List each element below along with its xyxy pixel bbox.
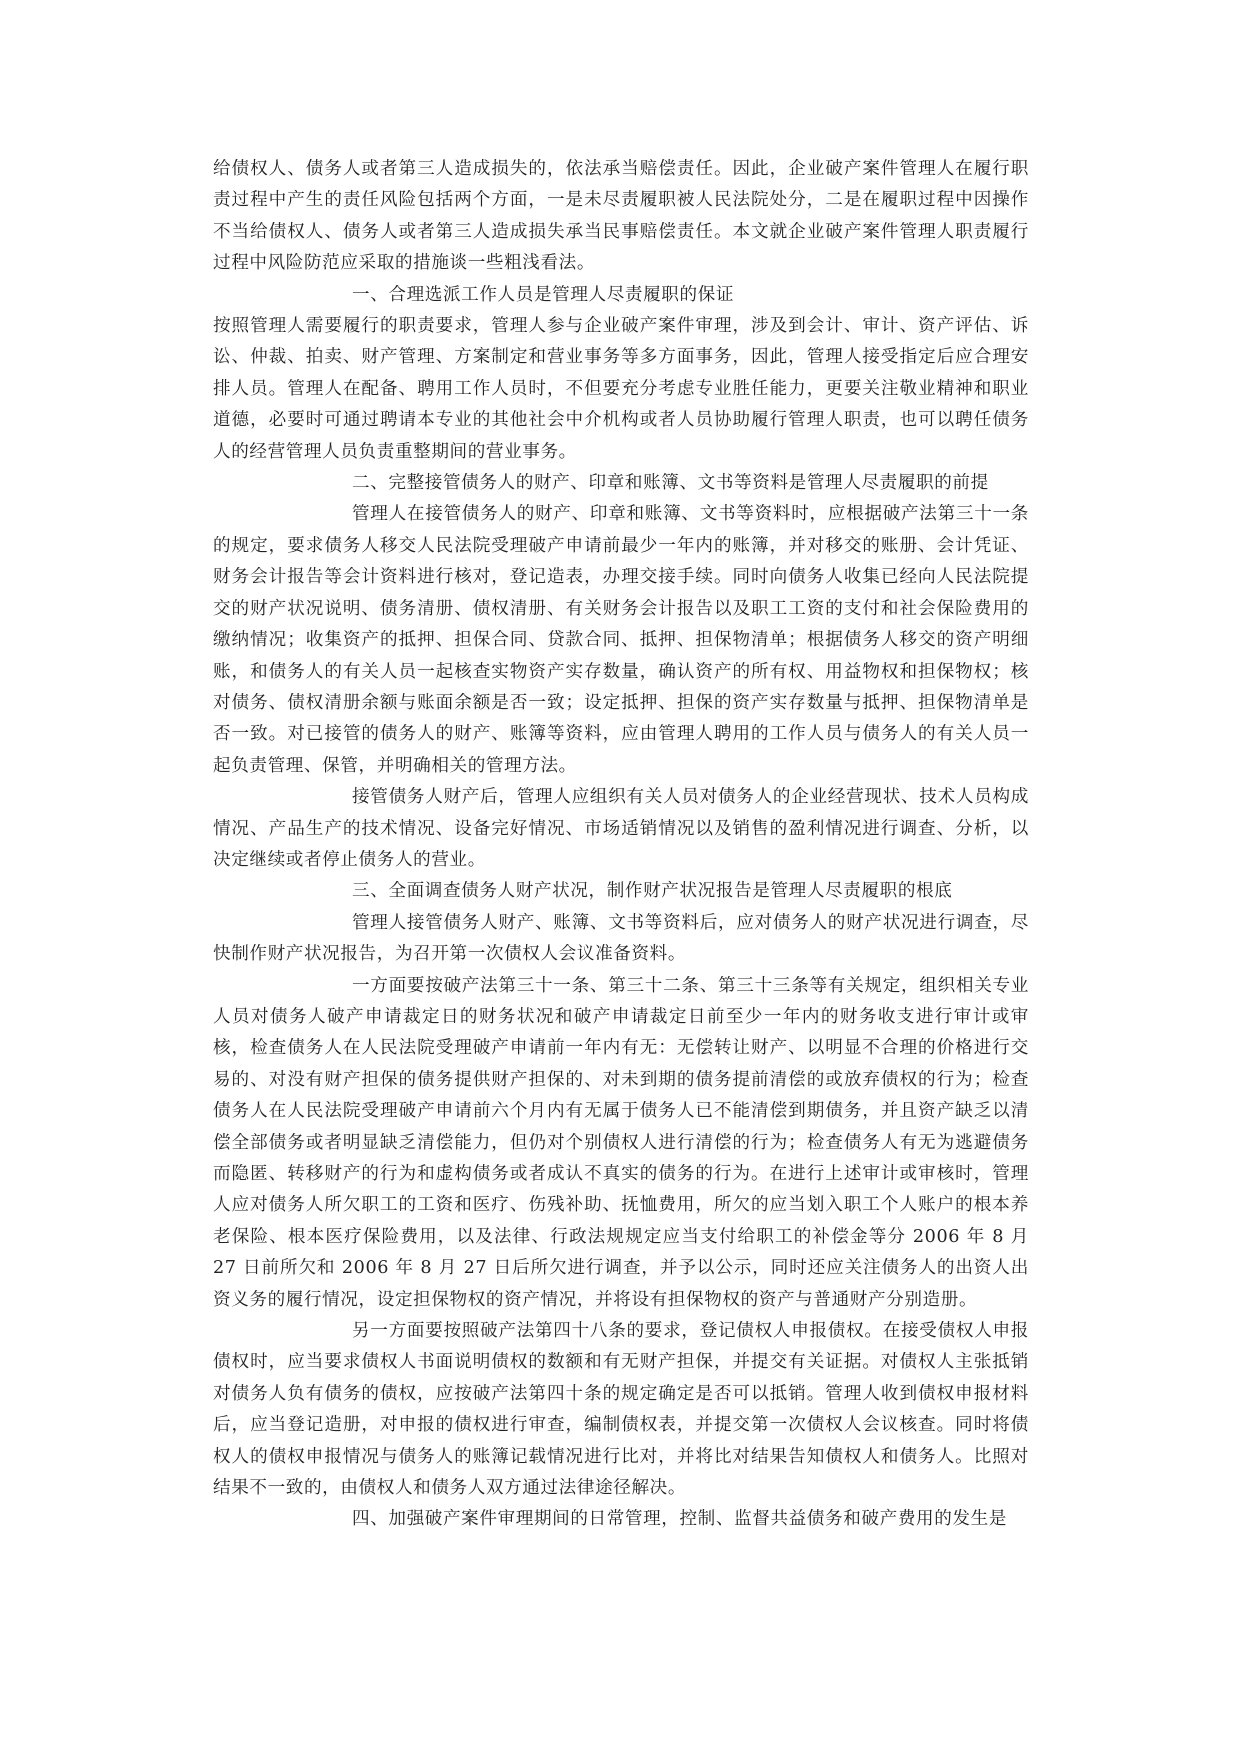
body-paragraph: 管理人在接管债务人的财产、印章和账簿、文书等资料时，应根据破产法第三十一条的规定，要求债务人移交人民法院受理破产申请前最少一年内的账簿，并对移交的账册、会计凭证、财务会计报告等会计资料进行核对，登记造表，办理交接手续。同时向债务人收集已经向人民法院提交的财产状况说明、债务清册、债权清册、有关财务会计报告以及职工工资的支付和社会保险费用的缴纳情况；收集资产的抵押、担保合同、贷款合同、抵押、担保物清单；根据债务人移交的资产明细账，和债务人的有关人员一起核查实物资产实存数量，确认资产的所有权、用益物权和担保物权；核对债务、债权清册余额与账面余额是否一致；设定抵押、担保的资产实存数量与抵押、担保物清单是否一致。对已接管的债务人的财产、账簿等资料，应由管理人聘用的工作人员与债务人的有关人员一起负责管理、保管，并明确相关的管理方法。 xyxy=(213,504,1029,776)
body-paragraph: 按照管理人需要履行的职责要求，管理人参与企业破产案件审理，涉及到会计、审计、资产评估、诉讼、仲裁、拍卖、财产管理、方案制定和营业事务等多方面事务，因此，管理人接受指定后应合理安排人员。管理人在配备、聘用工作人员时，不但要充分考虑专业胜任能力，更要关注敬业精神和职业道德，必要时可通过聘请本专业的其他社会中介机构或者人员协助履行管理人职责，也可以聘任债务人的经营管理人员负责重整期间的营业事务。 xyxy=(213,316,1029,462)
section-heading-4: 四、加强破产案件审理期间的日常管理，控制、监督共益债务和破产费用的发生是 xyxy=(352,1509,1007,1530)
section-heading-3: 三、全面调查债务人财产状况，制作财产状况报告是管理人尽责履职的根底 xyxy=(352,881,953,902)
section-heading-2: 二、完整接管债务人的财产、印章和账簿、文书等资料是管理人尽责履职的前提 xyxy=(352,473,989,494)
body-paragraph: 管理人接管债务人财产、账簿、文书等资料后，应对债务人的财产状况进行调查，尽快制作财产状况报告，为召开第一次债权人会议准备资料。 xyxy=(213,912,1029,965)
body-paragraph: 一方面要按破产法第三十一条、第三十二条、第三十三条等有关规定，组织相关专业人员对债务人破产申请裁定日的财务状况和破产申请裁定日前至少一年内的财务收支进行审计或审核，检查债务人在人民法院受理破产申请前一年内有无：无偿转让财产、以明显不合理的价格进行交易的、对没有财产担保的债务提供财产担保的、对未到期的债务提前清偿的或放弃债权的行为；检查债务人在人民法院受理破产申请前六个月内有无属于债务人已不能清偿到期债务，并且资产缺乏以清偿全部债务或者明显缺乏清偿能力，但仍对个别债权人进行清偿的行为；检查债务人有无为逃避债务而隐匿、转移财产的行为和虚构债务或者成认不真实的债务的行为。在进行上述审计或审核时，管理人应对债务人所欠职工的工资和医疗、伤残补助、抚恤费用，所欠的应当划入职工个人账户的根本养老保险、根本医疗保险费用，以及法律、行政法规规定应当支付给职工的补偿金等分 2006 年 8 月 27 日前所欠和 2006 年 8 月 27 日后所欠进行调查，并予以公示，同时还应关注债务人的出资人出资义务的履行情况，设定担保物权的资产情况，并将设有担保物权的资产与普通财产分别造册。 xyxy=(213,975,1029,1310)
body-paragraph: 接管债务人财产后，管理人应组织有关人员对债务人的企业经营现状、技术人员构成情况、产品生产的技术情况、设备完好情况、市场适销情况以及销售的盈利情况进行调查、分析，以决定继续或者停止债务人的营业。 xyxy=(213,787,1029,870)
section-heading-1: 一、合理选派工作人员是管理人尽责履职的保证 xyxy=(352,284,735,305)
body-paragraph: 另一方面要按照破产法第四十八条的要求，登记债权人申报债权。在接受债权人申报债权时，应当要求债权人书面说明债权的数额和有无财产担保，并提交有关证据。对债权人主张抵销对债务人负有债务的债权，应按破产法第四十条的规定确定是否可以抵销。管理人收到债权申报材料后，应当登记造册，对申报的债权进行审查，编制债权表，并提交第一次债权人会议核查。同时将债权人的债权申报情况与债务人的账簿记载情况进行比对，并将比对结果告知债权人和债务人。比照对结果不一致的，由债权人和债务人双方通过法律途径解决。 xyxy=(213,1321,1029,1499)
body-paragraph: 给债权人、债务人或者第三人造成损失的，依法承当赔偿责任。因此，企业破产案件管理人在履行职责过程中产生的责任风险包括两个方面，一是未尽责履职被人民法院处分，二是在履职过程中因操作不当给债权人、债务人或者第三人造成损失承当民事赔偿责任。本文就企业破产案件管理人职责履行过程中风险防范应采取的措施谈一些粗浅看法。 xyxy=(213,159,1029,274)
document-page xyxy=(213,154,1029,1536)
